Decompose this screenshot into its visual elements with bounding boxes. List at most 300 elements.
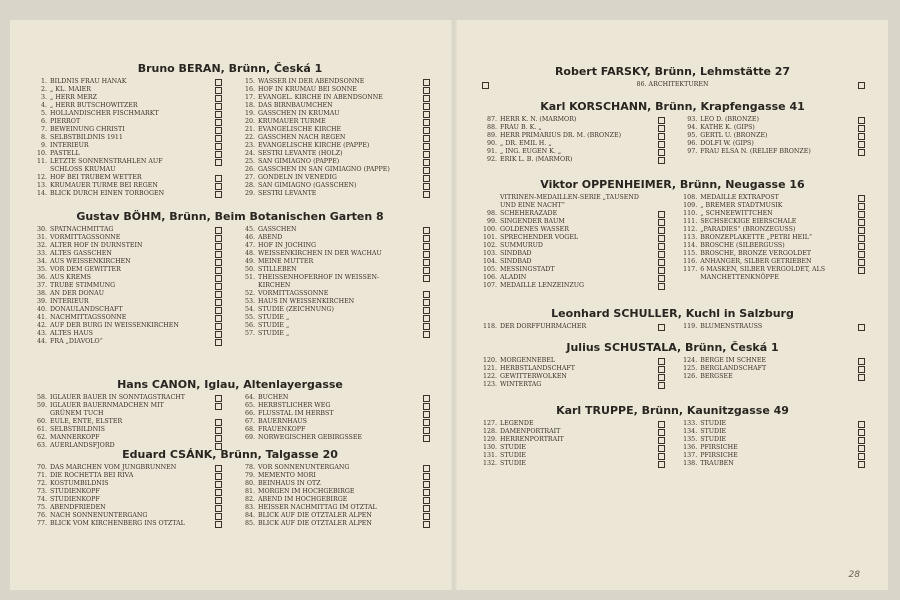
entry-number: 55. xyxy=(244,313,255,321)
checkbox-square[interactable] xyxy=(215,143,222,150)
checkbox-square[interactable] xyxy=(423,167,430,174)
checkbox-square[interactable] xyxy=(215,111,222,118)
entry-number: 122. xyxy=(482,373,497,380)
checkbox-square[interactable] xyxy=(215,481,222,488)
checkbox-square[interactable] xyxy=(423,275,430,282)
checkbox-square[interactable] xyxy=(858,429,865,436)
checkbox-square[interactable] xyxy=(215,183,222,190)
catalog-entry xyxy=(30,394,222,402)
entry-number: 133. xyxy=(683,420,698,427)
checkbox-square[interactable] xyxy=(858,251,865,258)
checkbox-square[interactable] xyxy=(858,267,865,274)
checkbox-square[interactable] xyxy=(215,331,222,338)
entry-title: PIERROT xyxy=(50,118,81,125)
checkbox-square[interactable] xyxy=(215,521,222,528)
checkbox-square[interactable] xyxy=(215,419,222,426)
checkbox-square[interactable] xyxy=(215,227,222,234)
checkbox-square[interactable] xyxy=(423,79,430,86)
checkbox-square[interactable] xyxy=(658,219,665,226)
checkbox-square[interactable] xyxy=(215,339,222,346)
entry-number: 43. xyxy=(36,330,47,337)
entry-text: 86. ARCHITEKTUREN xyxy=(636,81,709,88)
checkbox-square[interactable] xyxy=(423,435,430,442)
catalog-entry xyxy=(480,381,665,389)
catalog-entry xyxy=(30,226,222,234)
checkbox-square[interactable] xyxy=(858,259,865,266)
checkbox-square[interactable] xyxy=(215,159,222,166)
checkbox-square[interactable] xyxy=(858,219,865,226)
checkbox-square[interactable] xyxy=(215,323,222,330)
entry-title: AUS WEISSENKIRCHEN xyxy=(50,258,131,265)
entry-title: FRAU B. K. „ xyxy=(500,124,542,131)
entry-number: 83. xyxy=(244,504,255,511)
entry-number: 17. xyxy=(244,94,255,101)
entry-title: SUMMURUD xyxy=(500,241,543,249)
catalog-entry xyxy=(680,140,865,148)
entry-number: 106. xyxy=(482,273,497,281)
checkbox-square[interactable] xyxy=(658,117,665,124)
checkbox-square[interactable] xyxy=(215,395,222,402)
checkbox-square[interactable] xyxy=(658,251,665,258)
checkbox-square[interactable] xyxy=(658,133,665,140)
checkbox-square[interactable] xyxy=(858,211,865,218)
checkbox-square[interactable] xyxy=(658,374,665,381)
catalog-entry xyxy=(680,373,865,381)
entry-title: KÄTHE K. (GIPS) xyxy=(700,124,755,131)
catalog-entry xyxy=(238,402,430,410)
checkbox-square[interactable] xyxy=(423,251,430,258)
entry-title: HOF IN KRUMAU BEI SONNE xyxy=(258,86,357,93)
catalog-entry xyxy=(680,266,865,282)
catalog-entry xyxy=(30,126,222,134)
checkbox-square[interactable] xyxy=(423,143,430,150)
artist-section-beran xyxy=(30,62,430,198)
entry-title: ANHÄNGER, SILBER GETRIEBEN xyxy=(700,258,812,265)
catalog-entry xyxy=(680,444,865,452)
checkbox-square[interactable] xyxy=(215,275,222,282)
checkbox-square[interactable] xyxy=(423,473,430,480)
entry-number: 105. xyxy=(482,265,497,273)
entry-columns xyxy=(30,394,430,450)
entry-title: WASSER IN DER ABENDSONNE xyxy=(258,78,365,85)
checkbox-square[interactable] xyxy=(658,227,665,234)
entry-title: BRONZEPLAKETTE „PETRI HEIL“ xyxy=(700,234,813,241)
checkbox-square[interactable] xyxy=(658,267,665,274)
entry-columns xyxy=(30,464,430,528)
checkbox-square[interactable] xyxy=(215,489,222,496)
entry-title: BAUERNHAUS xyxy=(258,418,307,425)
entry-number: 10. xyxy=(36,150,47,157)
entry-number: 87. xyxy=(486,116,497,123)
checkbox-square[interactable] xyxy=(858,374,865,381)
entry-title: „ HERR MERZ xyxy=(50,94,97,101)
entry-number: 32. xyxy=(36,242,47,249)
checkbox-square[interactable] xyxy=(858,195,865,202)
entry-title: MORGEN IM HOCHGEBIRGE xyxy=(258,488,355,495)
catalog-entry xyxy=(680,428,865,436)
entry-number: 59. xyxy=(36,402,47,409)
checkbox-square[interactable] xyxy=(423,227,430,234)
checkbox-square[interactable] xyxy=(658,141,665,148)
checkbox-square[interactable] xyxy=(658,275,665,282)
checkbox-square[interactable] xyxy=(858,461,865,468)
catalog-entry xyxy=(30,274,222,282)
entry-number: 102. xyxy=(482,241,497,249)
checkbox-square[interactable] xyxy=(215,103,222,110)
catalog-entry xyxy=(680,202,865,210)
entry-number: 73. xyxy=(36,488,47,495)
catalog-entry xyxy=(680,460,865,468)
checkbox-square[interactable] xyxy=(215,87,222,94)
artist-heading: Bruno BERAN, Brünn, Česká 1 xyxy=(137,62,323,75)
checkbox-square[interactable] xyxy=(423,95,430,102)
checkbox-square[interactable] xyxy=(858,437,865,444)
checkbox-square[interactable] xyxy=(215,315,222,322)
entry-number: 95. xyxy=(687,132,698,139)
checkbox-square[interactable] xyxy=(215,435,222,442)
checkbox-square[interactable] xyxy=(215,267,222,274)
entry-columns xyxy=(480,194,865,290)
catalog-entry xyxy=(238,242,430,250)
entry-title: PFIRSICHE xyxy=(700,452,738,459)
catalog-entry xyxy=(30,488,222,496)
entry-title: STUDIE „ xyxy=(258,329,290,337)
checkbox-square[interactable] xyxy=(858,149,865,156)
artist-section-canon xyxy=(30,378,430,450)
checkbox-square[interactable] xyxy=(658,421,665,428)
checkbox-square[interactable] xyxy=(423,235,430,242)
entry-columns xyxy=(480,357,865,389)
entry-number: 35. xyxy=(36,266,47,273)
entry-number: 2. xyxy=(40,86,47,93)
catalog-entry xyxy=(480,140,665,148)
entry-title: VOR SONNENUNTERGANG xyxy=(258,464,350,471)
entry-title: KOSTÜMBILDNIS xyxy=(50,480,109,487)
checkbox-square[interactable] xyxy=(423,151,430,158)
entry-number: 58. xyxy=(36,394,47,401)
catalog-entry xyxy=(30,150,222,158)
entry-title: GÄSSCHEN IN KRUMAU xyxy=(258,110,340,117)
checkbox-square[interactable] xyxy=(858,235,865,242)
checkbox-square[interactable] xyxy=(423,513,430,520)
catalog-entry xyxy=(30,418,222,426)
checkbox-square[interactable] xyxy=(658,453,665,460)
checkbox-square[interactable] xyxy=(658,157,665,164)
catalog-entry xyxy=(238,298,430,306)
entry-number: 88. xyxy=(486,124,497,131)
checkbox-square[interactable] xyxy=(423,127,430,134)
entry-number: 74. xyxy=(36,496,47,503)
catalog-entry xyxy=(680,242,865,250)
catalog-entry xyxy=(30,94,222,102)
checkbox-square[interactable] xyxy=(858,141,865,148)
entry-number: 129. xyxy=(482,436,497,443)
checkbox-square[interactable] xyxy=(658,149,665,156)
checkbox-square[interactable] xyxy=(658,358,665,365)
checkbox-square[interactable] xyxy=(423,521,430,528)
checkbox-square[interactable] xyxy=(423,315,430,322)
entry-number: 7. xyxy=(40,126,47,133)
catalog-entry xyxy=(480,323,665,331)
entry-title: MEINE MUTTER xyxy=(258,258,314,265)
catalog-entry xyxy=(30,234,222,242)
entry-number: 15. xyxy=(244,78,255,85)
checkbox-square[interactable] xyxy=(423,175,430,182)
checkbox-square[interactable] xyxy=(858,117,865,124)
entry-title: STUDIE „ xyxy=(258,321,290,329)
checkbox-square[interactable] xyxy=(423,497,430,504)
catalog-entry xyxy=(480,373,665,381)
entry-number: 114. xyxy=(683,242,698,249)
entry-number: 119. xyxy=(683,323,698,330)
checkbox-square[interactable] xyxy=(215,259,222,266)
checkbox-square[interactable] xyxy=(658,235,665,242)
checkbox-square[interactable] xyxy=(423,111,430,118)
checkbox-square[interactable] xyxy=(215,243,222,250)
catalog-entry xyxy=(30,306,222,314)
checkbox-square[interactable] xyxy=(423,159,430,166)
checkbox-square[interactable] xyxy=(423,103,430,110)
entry-title: „PARADIES“ (BRONZEGUSS) xyxy=(700,226,796,233)
catalog-entry xyxy=(680,132,865,140)
catalog-entry xyxy=(480,365,665,373)
entry-title: TRAUBEN xyxy=(700,460,734,467)
checkbox-square[interactable] xyxy=(215,79,222,86)
entry-number: 33. xyxy=(36,250,47,257)
checkbox-square[interactable] xyxy=(658,429,665,436)
entry-number: 107. xyxy=(482,281,497,289)
entry-title: GÄSSCHEN IN SAN GIMIAGNO (PAPPE) xyxy=(258,166,390,173)
checkbox-square[interactable] xyxy=(215,427,222,434)
checkbox-square[interactable] xyxy=(658,211,665,218)
entry-columns xyxy=(480,323,865,331)
catalog-entry xyxy=(238,464,430,472)
entry-number: 64. xyxy=(244,394,255,401)
checkbox-square[interactable] xyxy=(423,87,430,94)
entry-column xyxy=(680,323,865,331)
entry-number: 103. xyxy=(482,249,497,257)
checkbox-square[interactable] xyxy=(482,82,489,89)
checkbox-square[interactable] xyxy=(215,473,222,480)
catalog-entry xyxy=(680,357,865,365)
checkbox-square[interactable] xyxy=(658,382,665,389)
catalog-entry xyxy=(30,86,222,94)
entry-title: DER DORFFUHRMACHER xyxy=(500,323,587,330)
checkbox-square[interactable] xyxy=(215,251,222,258)
catalog-entry xyxy=(30,266,222,274)
entry-title: STUDIE (ZEICHNUNG) xyxy=(258,305,334,313)
catalog-entry xyxy=(238,472,430,480)
entry-number: 51. xyxy=(244,274,255,281)
entry-number: 89. xyxy=(486,132,497,139)
entry-title: EVANGELISCHE KIRCHE (PAPPE) xyxy=(258,142,370,149)
checkbox-square[interactable] xyxy=(423,259,430,266)
checkbox-square[interactable] xyxy=(658,243,665,250)
catalog-entry xyxy=(238,226,430,234)
entry-title: LETZTE SONNENSTRAHLEN AUF SCHLOSS KRUMAU xyxy=(50,158,163,173)
checkbox-square[interactable] xyxy=(423,331,430,338)
catalog-entry xyxy=(680,210,865,218)
entry-title: HOF BEI TRÜBEM WETTER xyxy=(50,173,142,181)
catalog-entry xyxy=(480,156,665,164)
checkbox-square[interactable] xyxy=(215,291,222,298)
entry-number: 132. xyxy=(482,460,497,467)
entry-column xyxy=(480,420,665,468)
entry-title: SELBSTBILDNIS xyxy=(50,425,105,433)
checkbox-square[interactable] xyxy=(215,235,222,242)
checkbox-square[interactable] xyxy=(423,465,430,472)
entry-number: 100. xyxy=(482,225,497,233)
checkbox-square[interactable] xyxy=(858,453,865,460)
checkbox-square[interactable] xyxy=(215,513,222,520)
entry-title: GEWITTERWOLKEN xyxy=(500,373,567,380)
checkbox-square[interactable] xyxy=(858,227,865,234)
catalog-entry xyxy=(480,460,665,468)
checkbox-square[interactable] xyxy=(423,243,430,250)
checkbox-square[interactable] xyxy=(423,291,430,298)
checkbox-square[interactable] xyxy=(658,437,665,444)
checkbox-square[interactable] xyxy=(215,175,222,182)
artist-heading: Gustav BÖHM, Brünn, Beim Botanischen Garten 8 xyxy=(76,210,384,223)
checkbox-square[interactable] xyxy=(423,505,430,512)
entry-number: 54. xyxy=(244,305,255,313)
checkbox-square[interactable] xyxy=(423,307,430,314)
checkbox-square[interactable] xyxy=(423,395,430,402)
checkbox-square[interactable] xyxy=(423,191,430,198)
catalog-entry xyxy=(238,306,430,314)
entry-number: 78. xyxy=(244,464,255,471)
checkbox-square[interactable] xyxy=(858,82,865,89)
catalog-entry xyxy=(480,234,665,242)
entry-number: 104. xyxy=(482,257,497,265)
checkbox-square[interactable] xyxy=(423,411,430,418)
checkbox-square[interactable] xyxy=(215,307,222,314)
checkbox-square[interactable] xyxy=(423,427,430,434)
entry-title: SINDBAD xyxy=(500,257,532,265)
entry-title: STUDIE xyxy=(500,460,526,467)
entry-number: 26. xyxy=(244,166,255,173)
checkbox-square[interactable] xyxy=(215,151,222,158)
checkbox-square[interactable] xyxy=(215,95,222,102)
entry-number: 128. xyxy=(482,428,497,435)
checkbox-square[interactable] xyxy=(215,119,222,126)
checkbox-square[interactable] xyxy=(423,481,430,488)
checkbox-square[interactable] xyxy=(858,125,865,132)
entry-number: 84. xyxy=(244,512,255,519)
entry-title: STUDIE „ xyxy=(258,313,290,321)
checkbox-square[interactable] xyxy=(858,445,865,452)
checkbox-square[interactable] xyxy=(423,323,430,330)
entry-title: AN DER DONAU xyxy=(50,290,105,297)
catalog-entry xyxy=(480,266,665,274)
checkbox-square[interactable] xyxy=(423,489,430,496)
entry-number: 28. xyxy=(244,182,255,189)
checkbox-square[interactable] xyxy=(658,461,665,468)
checkbox-square[interactable] xyxy=(215,135,222,142)
entry-number: 41. xyxy=(36,314,47,321)
entry-number: 14. xyxy=(36,189,47,197)
checkbox-square[interactable] xyxy=(215,191,222,198)
checkbox-square[interactable] xyxy=(423,183,430,190)
checkbox-square[interactable] xyxy=(658,259,665,266)
checkbox-square[interactable] xyxy=(423,267,430,274)
page-number: 28 xyxy=(848,570,860,580)
catalog-entry xyxy=(238,174,430,182)
checkbox-square[interactable] xyxy=(215,505,222,512)
catalog-entry xyxy=(30,78,222,86)
checkbox-square[interactable] xyxy=(658,366,665,373)
entry-title: FRAUENKOPF xyxy=(258,426,306,433)
checkbox-square[interactable] xyxy=(423,403,430,410)
checkbox-square[interactable] xyxy=(858,243,865,250)
checkbox-square[interactable] xyxy=(658,324,665,331)
catalog-entry xyxy=(238,434,430,442)
entry-title: HOF IN JOCHING xyxy=(258,242,317,249)
checkbox-square[interactable] xyxy=(423,119,430,126)
checkbox-square[interactable] xyxy=(858,366,865,373)
entry-number: 57. xyxy=(244,329,255,337)
checkbox-square[interactable] xyxy=(423,299,430,306)
entry-number: 92. xyxy=(486,156,497,163)
entry-title: BERGLANDSCHAFT xyxy=(700,365,767,372)
checkbox-square[interactable] xyxy=(858,203,865,210)
entry-title: GOLDENES WASSER xyxy=(500,225,570,233)
checkbox-square[interactable] xyxy=(858,133,865,140)
checkbox-square[interactable] xyxy=(858,421,865,428)
catalog-entry xyxy=(238,102,430,110)
catalog-entry xyxy=(238,266,430,274)
entry-title: VITRINEN-MEDAILLEN-SERIE „TAUSEND UND EINE NACHT“ xyxy=(500,194,639,209)
checkbox-square[interactable] xyxy=(858,358,865,365)
checkbox-square[interactable] xyxy=(658,445,665,452)
entry-column xyxy=(680,420,865,468)
entry-number: 5. xyxy=(40,110,47,117)
entry-title: HOLLÄNDISCHER FISCHMARKT xyxy=(50,110,159,117)
catalog-entry xyxy=(238,426,430,434)
catalog-entry xyxy=(238,250,430,258)
catalog-entry xyxy=(30,258,222,266)
catalog-entry xyxy=(30,110,222,118)
entry-title: SAN GIMIAGNO (GÄSSCHEN) xyxy=(258,182,357,189)
checkbox-square[interactable] xyxy=(215,465,222,472)
entry-number: 112. xyxy=(683,226,698,233)
entry-title: ABENDFRIEDEN xyxy=(50,504,106,511)
entry-title: HAUS IN WEISSENKIRCHEN xyxy=(258,297,355,305)
checkbox-square[interactable] xyxy=(658,283,665,290)
checkbox-square[interactable] xyxy=(423,419,430,426)
entry-number: 121. xyxy=(482,365,497,372)
entry-title: VORMITTAGSSONNE xyxy=(50,234,121,241)
checkbox-square[interactable] xyxy=(658,125,665,132)
checkbox-square[interactable] xyxy=(215,403,222,410)
entry-title: MESSINGSTADT xyxy=(500,265,555,273)
entry-number: 137. xyxy=(683,452,698,459)
checkbox-square[interactable] xyxy=(215,283,222,290)
catalog-entry xyxy=(30,464,222,472)
checkbox-square[interactable] xyxy=(858,324,865,331)
artist-heading: Viktor OPPENHEIMER, Brünn, Neugasse 16 xyxy=(540,178,805,191)
entry-title: STUDIE xyxy=(500,444,526,451)
checkbox-square[interactable] xyxy=(423,135,430,142)
entry-number: 6. xyxy=(40,118,47,125)
entry-title: KRUMAUER TÜRME BEI REGEN xyxy=(50,181,158,189)
checkbox-square[interactable] xyxy=(215,299,222,306)
entry-title: DOLFI W. (GIPS) xyxy=(700,140,754,147)
checkbox-square[interactable] xyxy=(215,497,222,504)
checkbox-square[interactable] xyxy=(215,127,222,134)
entry-title: ALTER HOF IN DÜRNSTEIN xyxy=(50,242,143,249)
entry-number: 22. xyxy=(244,134,255,141)
